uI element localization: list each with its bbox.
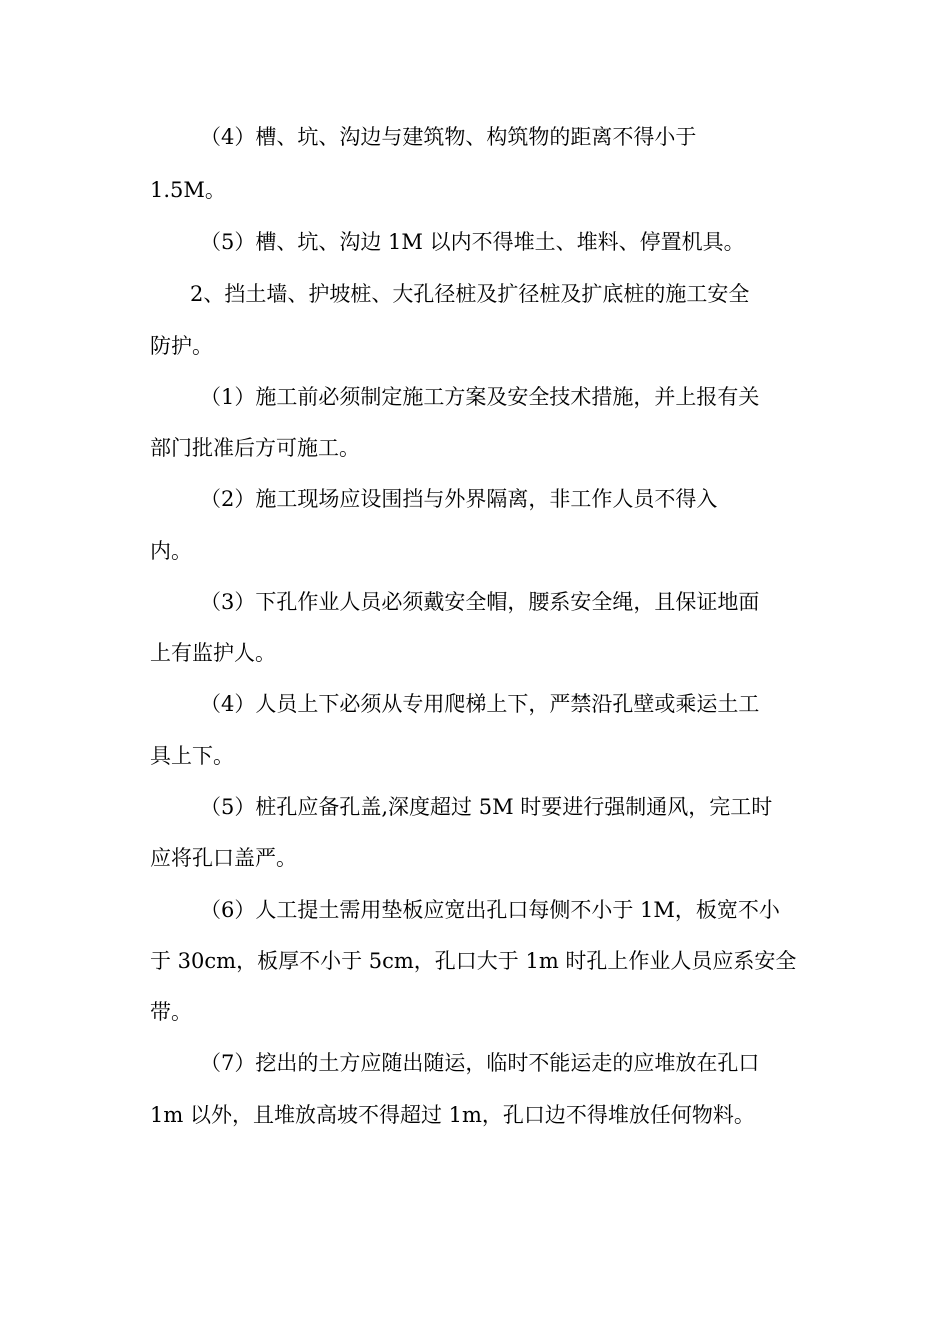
text-line: 防护。 bbox=[150, 334, 213, 358]
text-line: 内。 bbox=[150, 539, 192, 563]
text-line: 上有监护人。 bbox=[150, 641, 276, 665]
text-line: 1m 以外，且堆放高坡不得超过 1m，孔口边不得堆放任何物料。 bbox=[150, 1103, 755, 1127]
text-line: （3）下孔作业人员必须戴安全帽，腰系安全绳，且保证地面 bbox=[200, 590, 760, 614]
text-line: （7）挖出的土方应随出随运，临时不能运走的应堆放在孔口 bbox=[200, 1051, 760, 1075]
text-line: 2、挡土墙、护坡桩、大孔径桩及扩径桩及扩底桩的施工安全 bbox=[190, 282, 750, 306]
text-line: （5）桩孔应备孔盖,深度超过 5M 时要进行强制通风，完工时 bbox=[200, 795, 773, 819]
text-line: 具上下。 bbox=[150, 744, 234, 768]
text-line: （6）人工提土需用垫板应宽出孔口每侧不小于 1M，板宽不小 bbox=[200, 898, 780, 922]
text-line: （2）施工现场应设围挡与外界隔离，非工作人员不得入 bbox=[200, 487, 718, 511]
text-line: 1.5M。 bbox=[150, 178, 226, 202]
text-line: 带。 bbox=[150, 1000, 192, 1024]
text-line: （1）施工前必须制定施工方案及安全技术措施，并上报有关 bbox=[200, 385, 760, 409]
text-line: 应将孔口盖严。 bbox=[150, 846, 297, 870]
text-line: （5）槽、坑、沟边 1M 以内不得堆土、堆料、停置机具。 bbox=[200, 230, 745, 254]
text-line: 于 30cm，板厚不小于 5cm，孔口大于 1m 时孔上作业人员应系安全 bbox=[150, 949, 797, 973]
text-line: 部门批准后方可施工。 bbox=[150, 436, 360, 460]
text-line: （4）人员上下必须从专用爬梯上下，严禁沿孔壁或乘运土工 bbox=[200, 692, 760, 716]
text-line: （4）槽、坑、沟边与建筑物、构筑物的距离不得小于 bbox=[200, 125, 697, 149]
